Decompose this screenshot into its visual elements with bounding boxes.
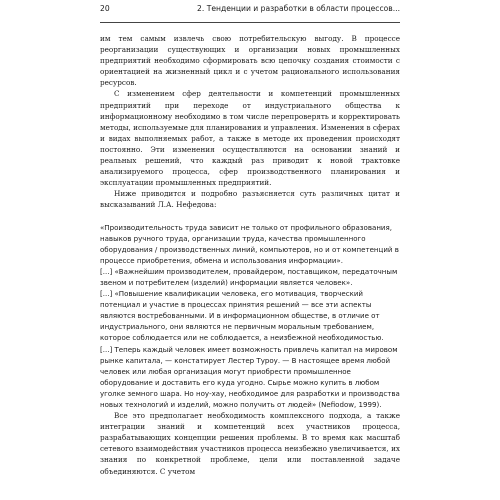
paragraph: Ниже приводится и подробно разъясняется суть различных цитат и высказываний Л.А. Нефедова:: [100, 189, 400, 210]
page-number: 20: [100, 4, 110, 13]
quote-paragraph: [...] Теперь каждый человек имеет возможность привлечь капитал на мировом рынке капитала, — констатирует Лестер Туроу. — В настоящее время любой человек или любая организация могут приобрести промышленное оборудование и доставить его куда угодно. Сырье можно купить в любом уголке земного шара. Но ноу-хау, необходимое для разработки и производства новых технологий и изделий, можно получить от людей» (Nefiodow, 1999).: [100, 344, 400, 409]
quote-paragraph: «Производительность труда зависит не только от профильного образования, навыков ручного труда, организации труда, качества промышленного оборудования / производственных линий, компьютеров, но и от компетенций в процессе приобретения, обмена и использования информации».: [100, 222, 399, 265]
paragraph: им тем самым извлечь свою потребительскую выгоду. В процессе реорганизации существующих и организации новых промышленных предприятий необходимо сформировать всю цепочку создания стоимости с ориентацией на жизненный цикл и с учетом рационального использования ресурсов.: [100, 34, 400, 88]
page-body: [100, 33, 400, 477]
paragraph: Все это предполагает необходимость комплексного подхода, а также интеграции знаний и компетенций всех участников процесса, разрабатывающих концепции решения проблемы. В то время как масштаб сетевого взаимодействия участников процесса неизбежно увеличивается, их знания по конкретной проблеме, цели или поставленной задаче объединяются. С учетом: [100, 411, 400, 476]
paragraph: С изменением сфер деятельности и компетенций промышленных предприятий при переходе от индустриального общества к информационному необходимо в том числе перепроверять и корректировать методы, используемые для планирования и управления. Изменения в сферах и видах выполняемых работ, а также в методе их проведения происходят постоянно. Эти изменения осуществляются на основании знаний и реальных решений, что каждый раз приводит к новой трактовке анализируемого процесса, сфер производственного планирования и эксплуатации промышленных предприятий.: [100, 89, 400, 188]
quotation-block: [100, 222, 400, 411]
chapter-title: 2. Тенденции и разработки в области процессов...: [197, 4, 400, 13]
quote-paragraph: [...] «Повышение квалификации человека, его мотивация, творческий потенциал и участие в процессах принятия решений — все эти аспекты являются востребованными. И в информационном обществе, в отличие от индустриального, они являются не первичным моральным требованием, которое соблюдается или не соблюдается, а неизбежной необходимостью.: [100, 289, 384, 343]
running-header: [100, 0, 400, 23]
quote-paragraph: [...] «Важнейшим производителем, провайдером, поставщиком, передаточным звеном и потребителем (изделий) информации является человек».: [100, 266, 398, 287]
